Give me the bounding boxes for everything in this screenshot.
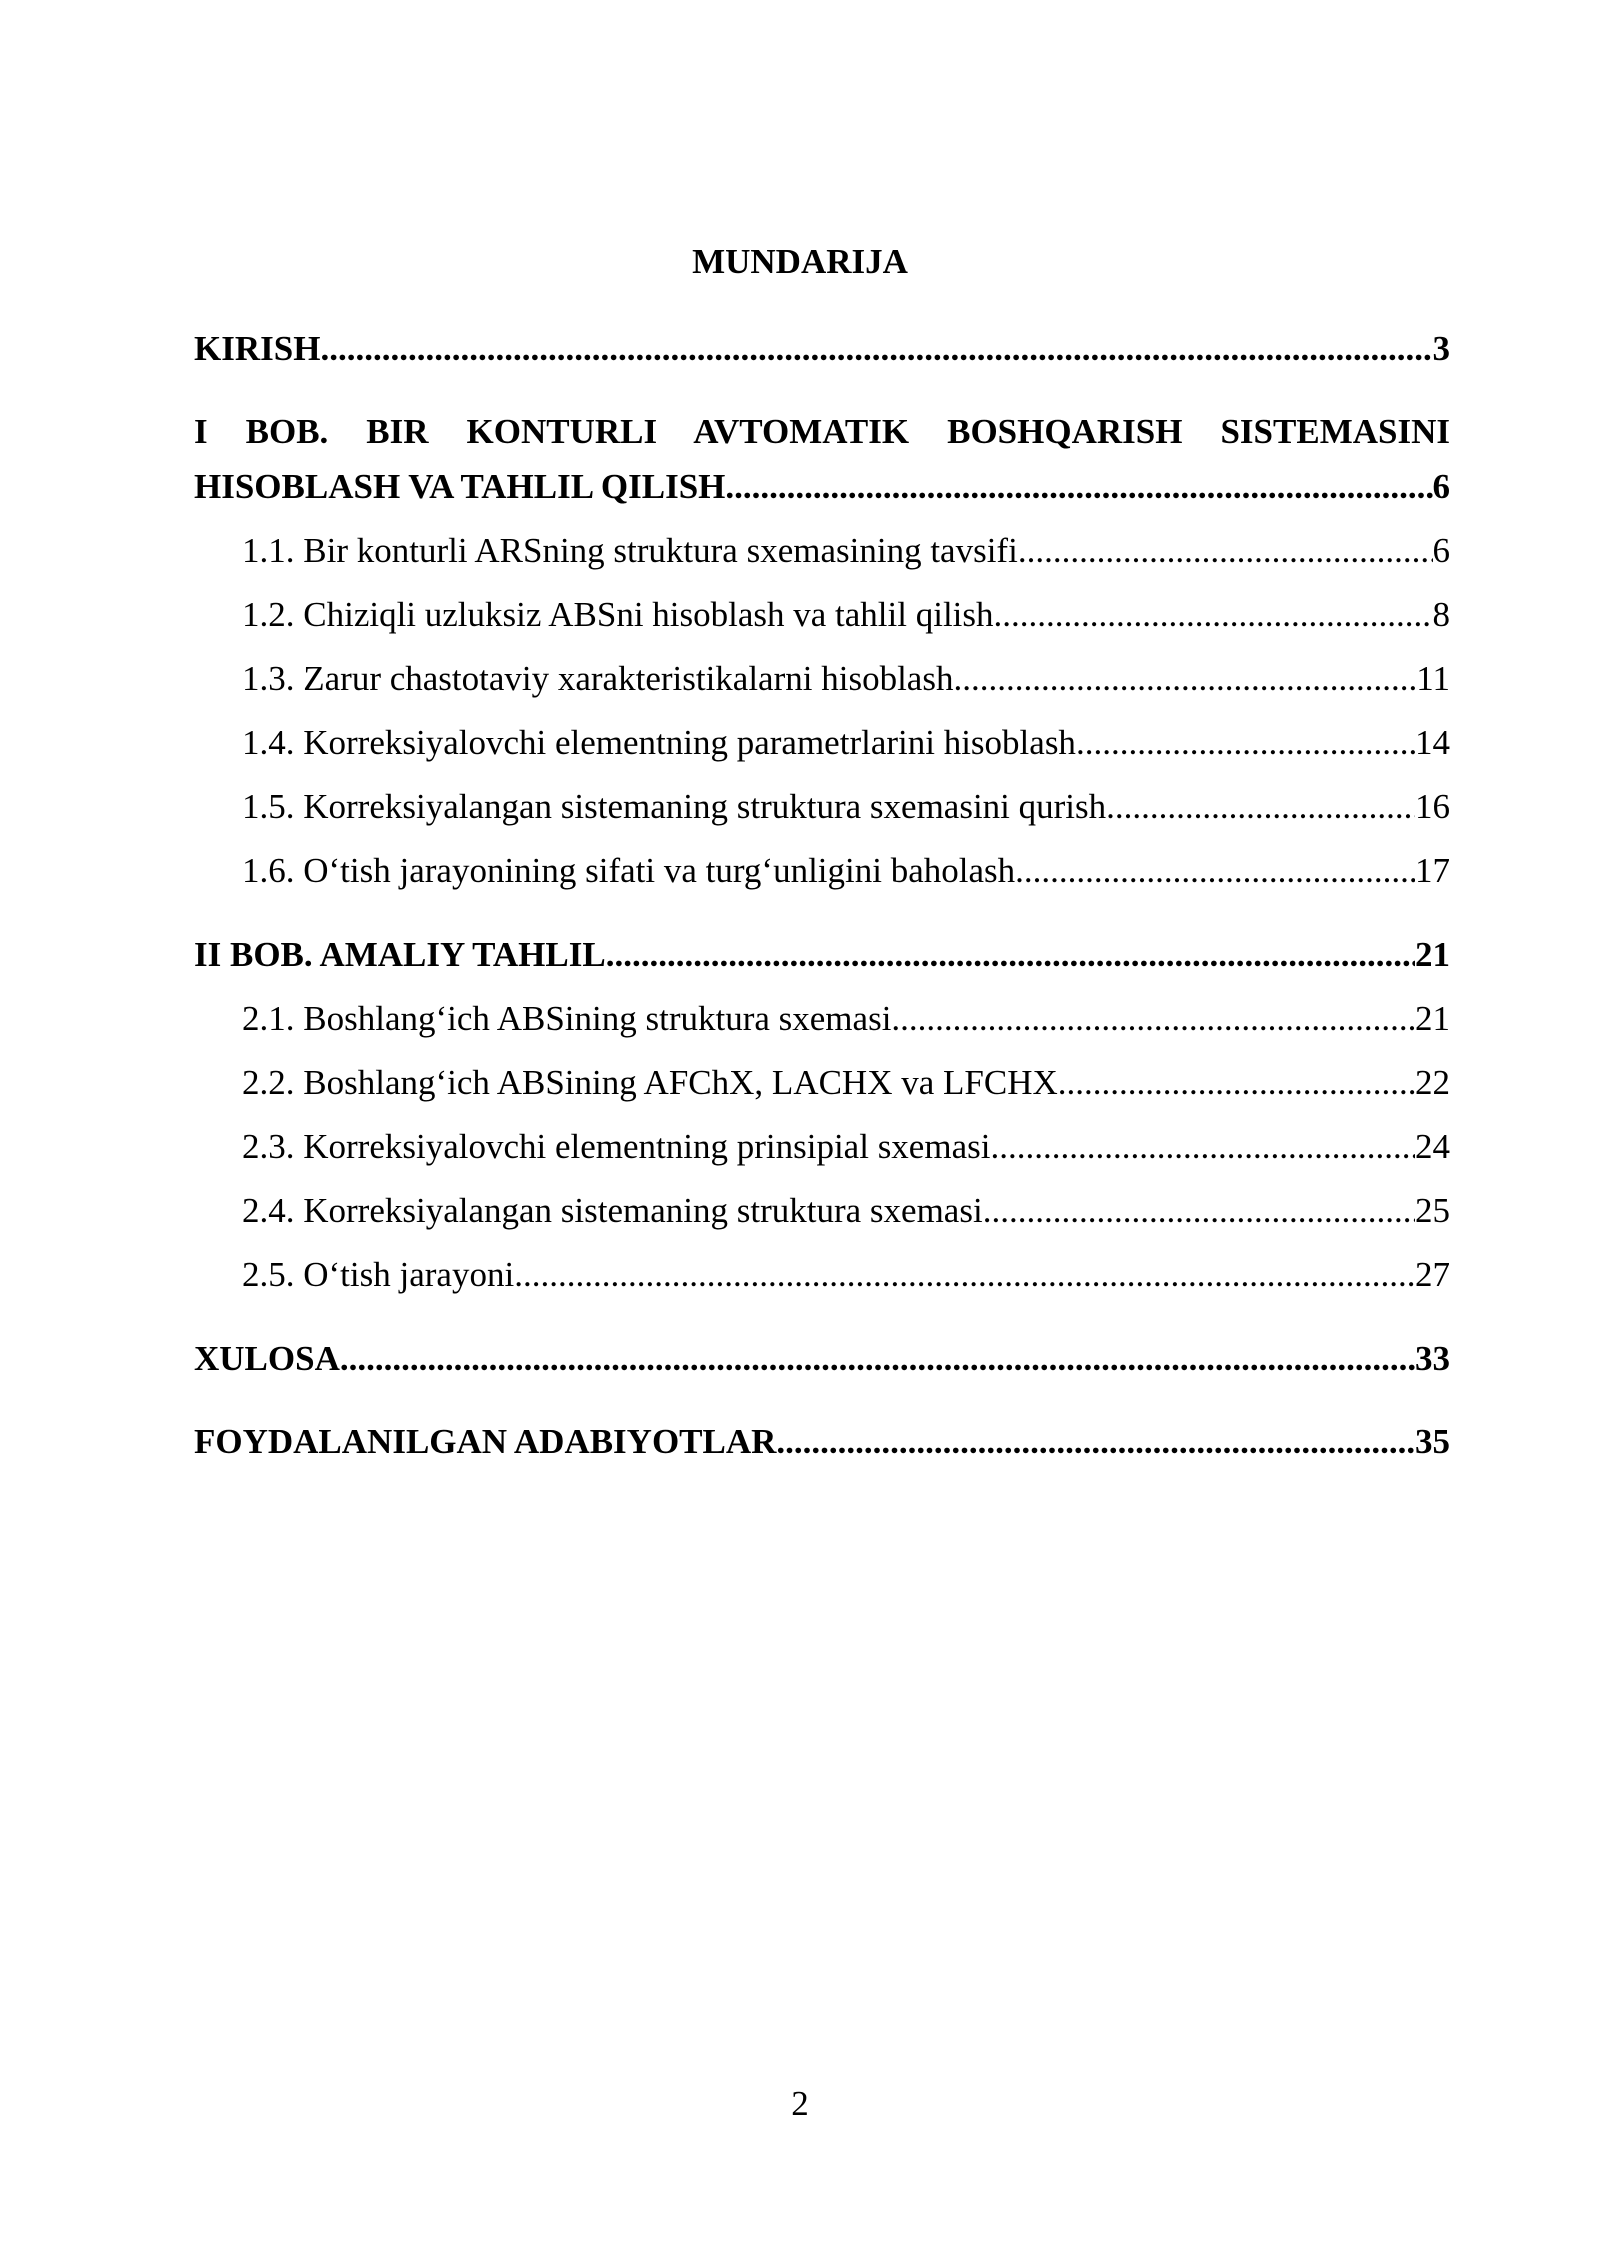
dot-leader [990, 1125, 1415, 1169]
toc-entry-page: 21 [1415, 999, 1450, 1038]
page-title: MUNDARIJA [692, 242, 908, 281]
dot-leader [1058, 1061, 1415, 1105]
toc-entry-label: 2.2. Boshlang‘ich ABSining AFChX, LACHX va LFCHX [242, 1063, 1058, 1102]
dot-leader [606, 933, 1415, 977]
toc-entry-label: 2.1. Boshlang‘ich ABSining struktura sxemasi [242, 999, 892, 1038]
toc-entry-label: HISOBLASH VA TAHLIL QILISH [194, 467, 726, 506]
toc-entry-page: 11 [1416, 659, 1450, 698]
toc-entry-label: 1.1. Bir konturli ARSning struktura sxemasining tavsifi [242, 531, 1018, 570]
dot-leader [891, 997, 1415, 1041]
dot-leader [725, 465, 1432, 509]
toc-entry-page: 24 [1415, 1127, 1450, 1166]
toc-entry-page: 14 [1415, 723, 1450, 762]
dot-leader [514, 1253, 1415, 1297]
dot-leader [320, 327, 1432, 371]
toc-entry-chapter2[interactable] [194, 933, 1450, 977]
toc-entry-label: 2.3. Korreksiyalovchi elementning prinsipial sxemasi [242, 1127, 991, 1166]
toc-entry-label: XULOSA [194, 1339, 340, 1378]
toc-entry-page: 6 [1432, 531, 1450, 570]
toc-entry-2-3[interactable] [242, 1125, 1450, 1169]
toc-entry-label: 2.5. O‘tish jarayoni [242, 1255, 515, 1294]
dot-leader [1018, 529, 1433, 573]
toc-entry-1-1[interactable] [242, 529, 1450, 573]
dot-leader [994, 593, 1433, 637]
toc-entry-page: 22 [1415, 1063, 1450, 1102]
toc-entry-page: 25 [1415, 1191, 1450, 1230]
toc-entry-conclusion[interactable] [194, 1337, 1450, 1381]
toc-entry-page: 16 [1415, 787, 1450, 826]
toc-entry-intro[interactable] [194, 327, 1450, 371]
dot-leader [953, 657, 1416, 701]
toc-entry-1-6[interactable] [242, 849, 1450, 893]
dot-leader [776, 1420, 1415, 1464]
toc-entry-page: 33 [1415, 1339, 1450, 1378]
toc-entry-label: II BOB. AMALIY TAHLIL [194, 935, 606, 974]
dot-leader [1106, 785, 1415, 829]
dot-leader [983, 1189, 1415, 1233]
toc-entry-label: 1.5. Korreksiyalangan sistemaning struktura sxemasini qurish [242, 787, 1107, 826]
toc-entry-label: 1.4. Korreksiyalovchi elementning parametrlarini hisoblash [242, 723, 1076, 762]
toc-entry-chapter1[interactable] [194, 465, 1450, 509]
toc-entry-1-4[interactable] [242, 721, 1450, 765]
dot-leader [1015, 849, 1415, 893]
page-number: 2 [791, 2084, 809, 2123]
toc-entry-1-2[interactable] [242, 593, 1450, 637]
toc-entry-2-4[interactable] [242, 1189, 1450, 1233]
toc-entry-label: 1.2. Chiziqli uzluksiz ABSni hisoblash va tahlil qilish [242, 595, 994, 634]
toc-entry-label: 1.6. O‘tish jarayonining sifati va turg‘unligini baholash [242, 851, 1016, 890]
toc-entry-page: 8 [1432, 595, 1450, 634]
toc-entry-label: 2.4. Korreksiyalangan sistemaning struktura sxemasi [242, 1191, 983, 1230]
toc-entry-page: 6 [1432, 467, 1450, 506]
toc-chapter1-heading-line1[interactable]: I BOB. BIR KONTURLI AVTOMATIK BOSHQARISH SISTEMASINI [194, 412, 1450, 451]
toc-entry-label: FOYDALANILGAN ADABIYOTLAR [194, 1422, 777, 1461]
toc-entry-page: 17 [1415, 851, 1450, 890]
toc-entry-page: 35 [1415, 1422, 1450, 1461]
toc-entry-label: KIRISH [194, 329, 321, 368]
toc-entry-1-5[interactable] [242, 785, 1450, 829]
toc-entry-page: 27 [1415, 1255, 1450, 1294]
dot-leader [1076, 721, 1415, 765]
toc-entry-page: 21 [1415, 935, 1450, 974]
toc-entry-page: 3 [1432, 329, 1450, 368]
toc-entry-label: 1.3. Zarur chastotaviy xarakteristikalarni hisoblash [242, 659, 954, 698]
toc-entry-references[interactable] [194, 1420, 1450, 1464]
toc-entry-1-3[interactable] [242, 657, 1450, 701]
toc-entry-2-1[interactable] [242, 997, 1450, 1041]
toc-entry-2-5[interactable] [242, 1253, 1450, 1297]
dot-leader [340, 1337, 1415, 1381]
toc-entry-2-2[interactable] [242, 1061, 1450, 1105]
